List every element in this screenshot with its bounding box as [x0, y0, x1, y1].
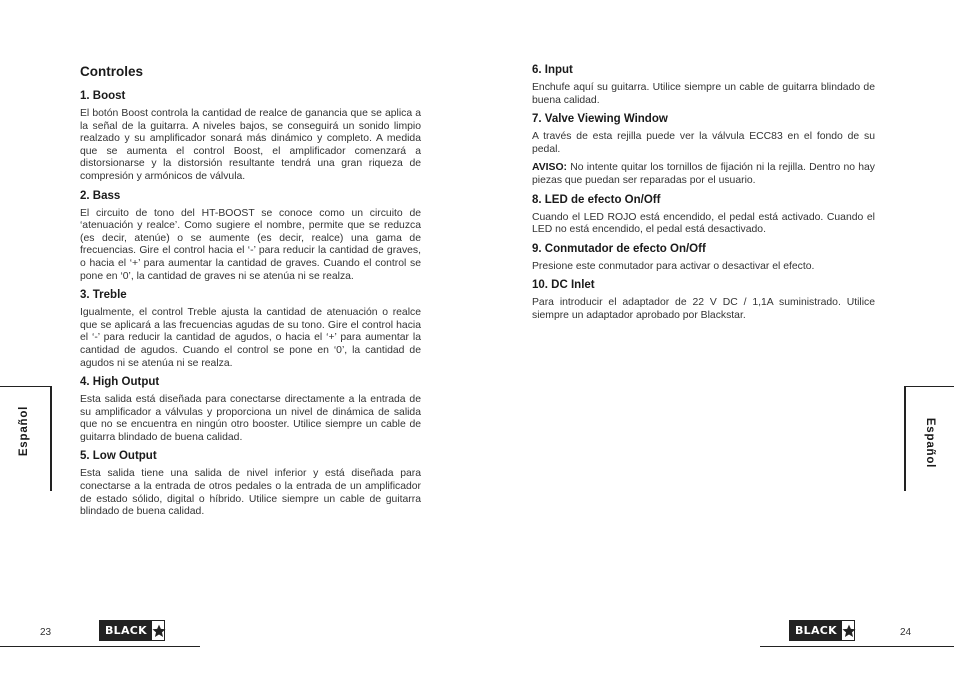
footer-rule-left [0, 646, 200, 647]
aviso-label: AVISO: [532, 162, 568, 174]
section-body-led: Cuando el LED ROJO está encendido, el pedal está activado. Cuando el LED no está encendido, el pedal está desactivado. [532, 211, 875, 236]
section-heading-valve-window: 7. Valve Viewing Window [532, 113, 668, 126]
section-body-input: Enchufe aquí su guitarra. Utilice siempre un cable de guitarra blindado de buena calidad. [532, 82, 875, 106]
language-tab-left [0, 386, 52, 491]
logo-wordmark-right: BLACK [790, 621, 842, 640]
blackstar-logo-left [99, 620, 165, 641]
aviso-text: No intente quitar los tornillos de fijación ni la rejilla. Dentro no hay piezas que puedan ser reparadas por el usuario. [532, 162, 875, 186]
star-icon [842, 621, 856, 640]
section-body-low-output: Esta salida tiene una salida de nivel inferior y está diseñada para conectarse a la entrada de otros pedales o la entrada de un amplificador de estado sólido, digital o híbrido. Utilice siempre un cable de guitarra blindado de buena calidad. [80, 468, 421, 518]
section-heading-input: 6. Input [532, 64, 573, 76]
star-icon [152, 621, 166, 640]
section-heading-boost: 1. Boost [80, 90, 126, 102]
right-page-content [532, 64, 875, 329]
section-heading-led: 8. LED de efecto On/Off [532, 193, 661, 206]
logo-wordmark-left: BLACK [100, 621, 152, 640]
section-body-switch: Presione este conmutador para activar o desactivar el efecto. [532, 260, 815, 272]
page-title: Controles [80, 64, 144, 79]
language-label-left: Español [18, 405, 30, 457]
section-heading-bass: 2. Bass [80, 189, 121, 202]
language-tab-right [904, 386, 954, 491]
blackstar-logo-right [789, 620, 855, 641]
section-heading-switch: 9. Conmutador de efecto On/Off [532, 242, 706, 255]
aviso-note [532, 162, 875, 187]
section-heading-dc-inlet: 10. DC Inlet [532, 279, 595, 292]
section-heading-high-output: 4. High Output [80, 376, 160, 389]
section-body-high-output: Esta salida está diseñada para conectarse directamente a la entrada de su amplificador a válvulas y proporciona un nivel de dinámica de salida que no se encuentra en ningún otro booster. Utilice siempre un cable de guitarra blindado de buena calidad. [80, 394, 421, 443]
section-body-boost: El botón Boost controla la cantidad de realce de ganancia que se aplica a la señal de la guitarra. A niveles bajos, se conseguirá un sonido limpio realzado y su amplificador sonará más dinámico y completo. A medida que se aumenta el control Boost, el amplificador comenzará a distorsionarse y la distorsión resultante tendrá una gran riqueza de compresión y armónicos de válvula. [80, 108, 421, 182]
left-page-content [80, 64, 421, 525]
page-number-right: 24 [900, 627, 912, 638]
section-heading-low-output: 5. Low Output [80, 450, 157, 463]
language-label-right: Español [924, 417, 936, 469]
footer-rule-right [760, 646, 954, 647]
section-heading-treble: 3. Treble [80, 289, 127, 302]
section-body-dc-inlet: Para introducir el adaptador de 22 V DC / 1,1A suministrado. Utilice siempre un adaptador aprobado por Blackstar. [532, 297, 875, 321]
section-body-valve-window: A través de esta rejilla puede ver la válvula ECC83 en el fondo de su pedal. [532, 131, 875, 155]
section-body-treble: Igualmente, el control Treble ajusta la cantidad de atenuación o realce que se aplicará a las frecuencias agudas de su tono. Gire el control hacia el ‘-’ para reducir la cantidad de agudos, o hacia el ‘+’ para aumentar la cantidad de agudos. Cuando el control se pone en ‘0’, la cantidad de agudos ni se atenúa ni se realza. [80, 307, 421, 369]
section-body-bass: El circuito de tono del HT-BOOST se conoce como un circuito de ‘atenuación y realce’. Como sugiere el nombre, permite que se reduzca (es decir, atenúe) o se aumente (es decir, realce) una gama de frecuencias. Gire el control hacia el ‘-’ para reducir la cantidad de graves, o hacia el ‘+’ para aumentar la cantidad de graves. Cuando el control se pone en ‘0’, la cantidad de graves ni se atenúa ni se realza. [80, 207, 421, 282]
page-number-left: 23 [40, 627, 52, 638]
